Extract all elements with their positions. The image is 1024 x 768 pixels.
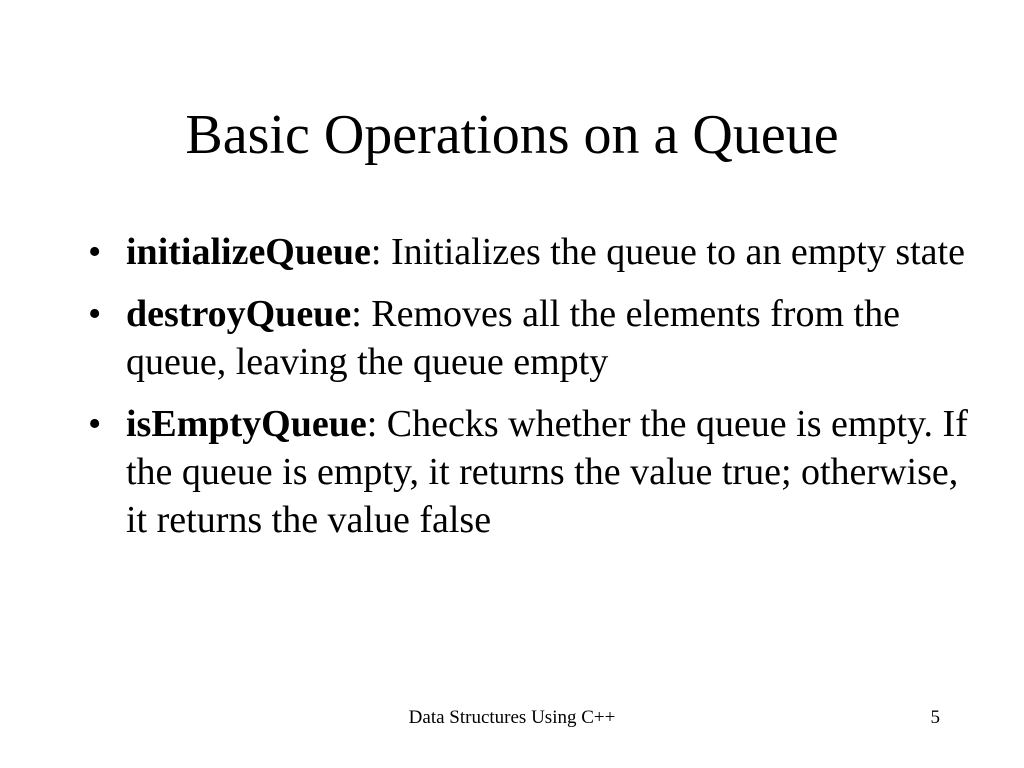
- bullet-icon: •: [88, 293, 102, 335]
- page-number: 5: [930, 707, 940, 728]
- bullet-term: destroyQueue: [126, 293, 352, 335]
- bullet-item-initialize-queue: [88, 228, 968, 276]
- bullet-list: [88, 228, 968, 558]
- bullet-item-is-empty-queue: [88, 400, 968, 544]
- bullet-separator: :: [351, 293, 362, 335]
- bullet-icon: •: [88, 403, 102, 445]
- bullet-item-destroy-queue: [88, 290, 968, 386]
- bullet-term: initializeQueue: [126, 231, 371, 273]
- bullet-term: isEmptyQueue: [126, 403, 367, 445]
- bullet-description: Removes all the elements from the queue, leaving the queue empty: [126, 293, 900, 383]
- footer-text: Data Structures Using C++: [408, 707, 616, 728]
- bullet-icon: •: [88, 231, 102, 273]
- bullet-separator: :: [370, 231, 382, 273]
- bullet-description: Initializes the queue to an empty state: [381, 231, 965, 273]
- bullet-separator: :: [366, 403, 378, 445]
- bullet-description: Checks whether the queue is empty. If the queue is empty, it returns the value true; otherwise, it returns the value false: [126, 403, 968, 541]
- slide-title: Basic Operations on a Queue: [185, 104, 839, 166]
